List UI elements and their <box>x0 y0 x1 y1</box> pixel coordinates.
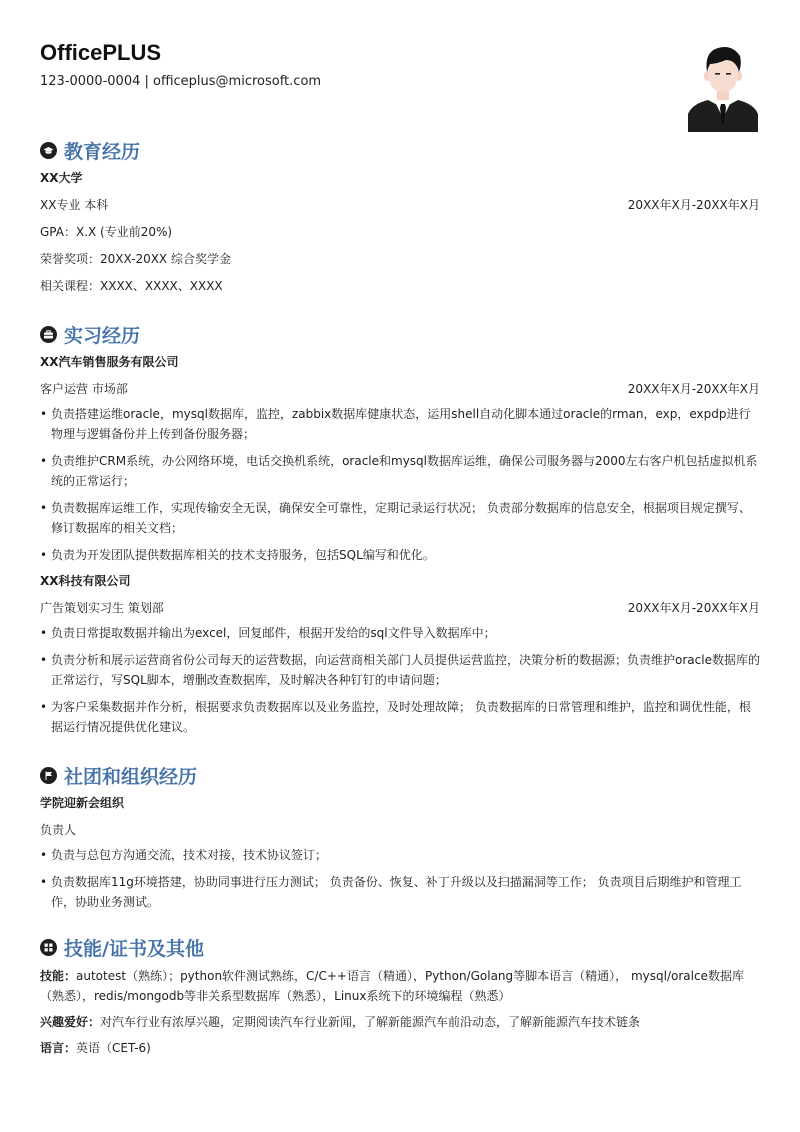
skills-text: autotest（熟练）；python软件测试熟练，C/C++语言（精通），Python/Golang等脚本语言（精通）， mysql/oralce数据库（熟悉），redis/mongodb等非关系型数据库（熟悉），Linux系统下的环境编程（熟悉） <box>40 969 744 1003</box>
skills-heading <box>40 934 760 960</box>
courses: 相关课程：XXXX、XXXX、XXXX <box>40 279 223 293</box>
honors: 荣誉奖项：20XX-20XX 综合奖学金 <box>40 252 231 266</box>
language-item <box>40 1038 760 1058</box>
education-section <box>40 137 760 295</box>
briefcase-icon <box>40 326 57 343</box>
gpa: GPA：X.X (专业前20%) <box>40 225 173 239</box>
bullet-item: • 负责搭建运维oracle，mysql数据库，监控，zabbix数据库健康状态，运用shell自动化脚本通过oracle的rman，exp，expdp进行物理与逻辑备份并上传到备份服务器； <box>40 404 760 444</box>
major: XX专业 本科 <box>40 198 109 212</box>
contact-info: 123-0000-0004 | officeplus@microsoft.com <box>40 74 322 89</box>
avatar <box>688 42 758 132</box>
skills-label: 技能： <box>40 969 77 983</box>
job-row <box>40 599 760 617</box>
job-date: 20XX年X月-20XX年X月 <box>627 601 760 615</box>
hobby-label: 兴趣爱好： <box>40 1015 101 1029</box>
bullet-item: • 负责为开发团队提供数据库相关的技术支持服务，包括SQL编写和优化。 <box>40 545 760 565</box>
job-role: 广告策划实习生 策划部 <box>40 601 164 615</box>
company-name: XX科技有限公司 <box>40 574 131 588</box>
education-heading <box>40 137 760 163</box>
bullet-item: • 负责数据库运维工作，实现传输安全无误，确保安全可靠性，定期记录运行状况； 负责部分数据库的信息安全，根据项目规定撰写、修订数据库的相关文档； <box>40 498 760 538</box>
grid-icon <box>40 939 57 956</box>
candidate-name: OfficePLUS <box>40 40 162 65</box>
bullet-item: • 为客户采集数据并作分析，根据要求负责数据库以及业务监控，及时处理故障； 负责数据库的日常管理和维护，监控和调优性能，根据运行情况提供优化建议。 <box>40 697 760 737</box>
hobby-item <box>40 1012 760 1032</box>
bullet-item: • 负责分析和展示运营商省份公司每天的运营数据，向运营商相关部门人员提供运营监控，决策分析的数据源；负责维护oracle数据库的正常运行，写SQL脚本，增删改查数据库，及时解决各种钉钉的申请问题； <box>40 650 760 690</box>
education-row <box>40 196 760 214</box>
language-label: 语言： <box>40 1041 77 1055</box>
job-date: 20XX年X月-20XX年X月 <box>627 382 760 396</box>
job-row <box>40 380 760 398</box>
bullet-item: • 负责与总包方沟通交流，技术对接，技术协议签订； <box>40 845 760 865</box>
flag-icon <box>40 767 57 784</box>
internship-heading <box>40 321 760 347</box>
education-title: 教育经历 <box>64 140 141 163</box>
graduation-cap-icon <box>40 142 57 159</box>
club-heading <box>40 762 760 788</box>
job-entry <box>40 572 760 737</box>
company-name: XX汽车销售服务有限公司 <box>40 355 179 369</box>
club-role: 负责人 <box>40 823 77 837</box>
job-bullets <box>40 404 760 565</box>
education-date: 20XX年X月-20XX年X月 <box>627 198 760 212</box>
skills-section <box>40 934 760 1058</box>
internship-title: 实习经历 <box>64 324 141 347</box>
school-name: XX大学 <box>40 171 83 185</box>
skills-item <box>40 966 760 1006</box>
bullet-item: • 负责数据库11g环境搭建，协助同事进行压力测试； 负责备份、恢复、补丁升级以及扫描漏洞等工作； 负责项目后期维护和管理工作，协助业务测试。 <box>40 872 760 912</box>
bullet-item: • 负责维护CRM系统，办公网络环境，电话交换机系统，oracle和mysql数据库运维，确保公司服务器与2000左右客户机包括虚拟机系统的正常运行； <box>40 451 760 491</box>
skills-title: 技能/证书及其他 <box>64 937 204 960</box>
hobby-text: 对汽车行业有浓厚兴趣，定期阅读汽车行业新闻，了解新能源汽车前沿动态，了解新能源汽车技术链条 <box>100 1015 641 1029</box>
job-entry <box>40 353 760 565</box>
bullet-item: • 负责日常提取数据并输出为excel，回复邮件，根据开发给的sql文件导入数据库中； <box>40 623 760 643</box>
club-section <box>40 762 760 919</box>
job-role: 客户运营 市场部 <box>40 382 128 396</box>
internship-section <box>40 321 760 744</box>
club-title: 社团和组织经历 <box>64 765 198 788</box>
language-text: 英语（CET-6) <box>76 1041 151 1055</box>
club-bullets <box>40 845 760 912</box>
club-org: 学院迎新会组织 <box>40 796 125 810</box>
job-bullets <box>40 623 760 737</box>
